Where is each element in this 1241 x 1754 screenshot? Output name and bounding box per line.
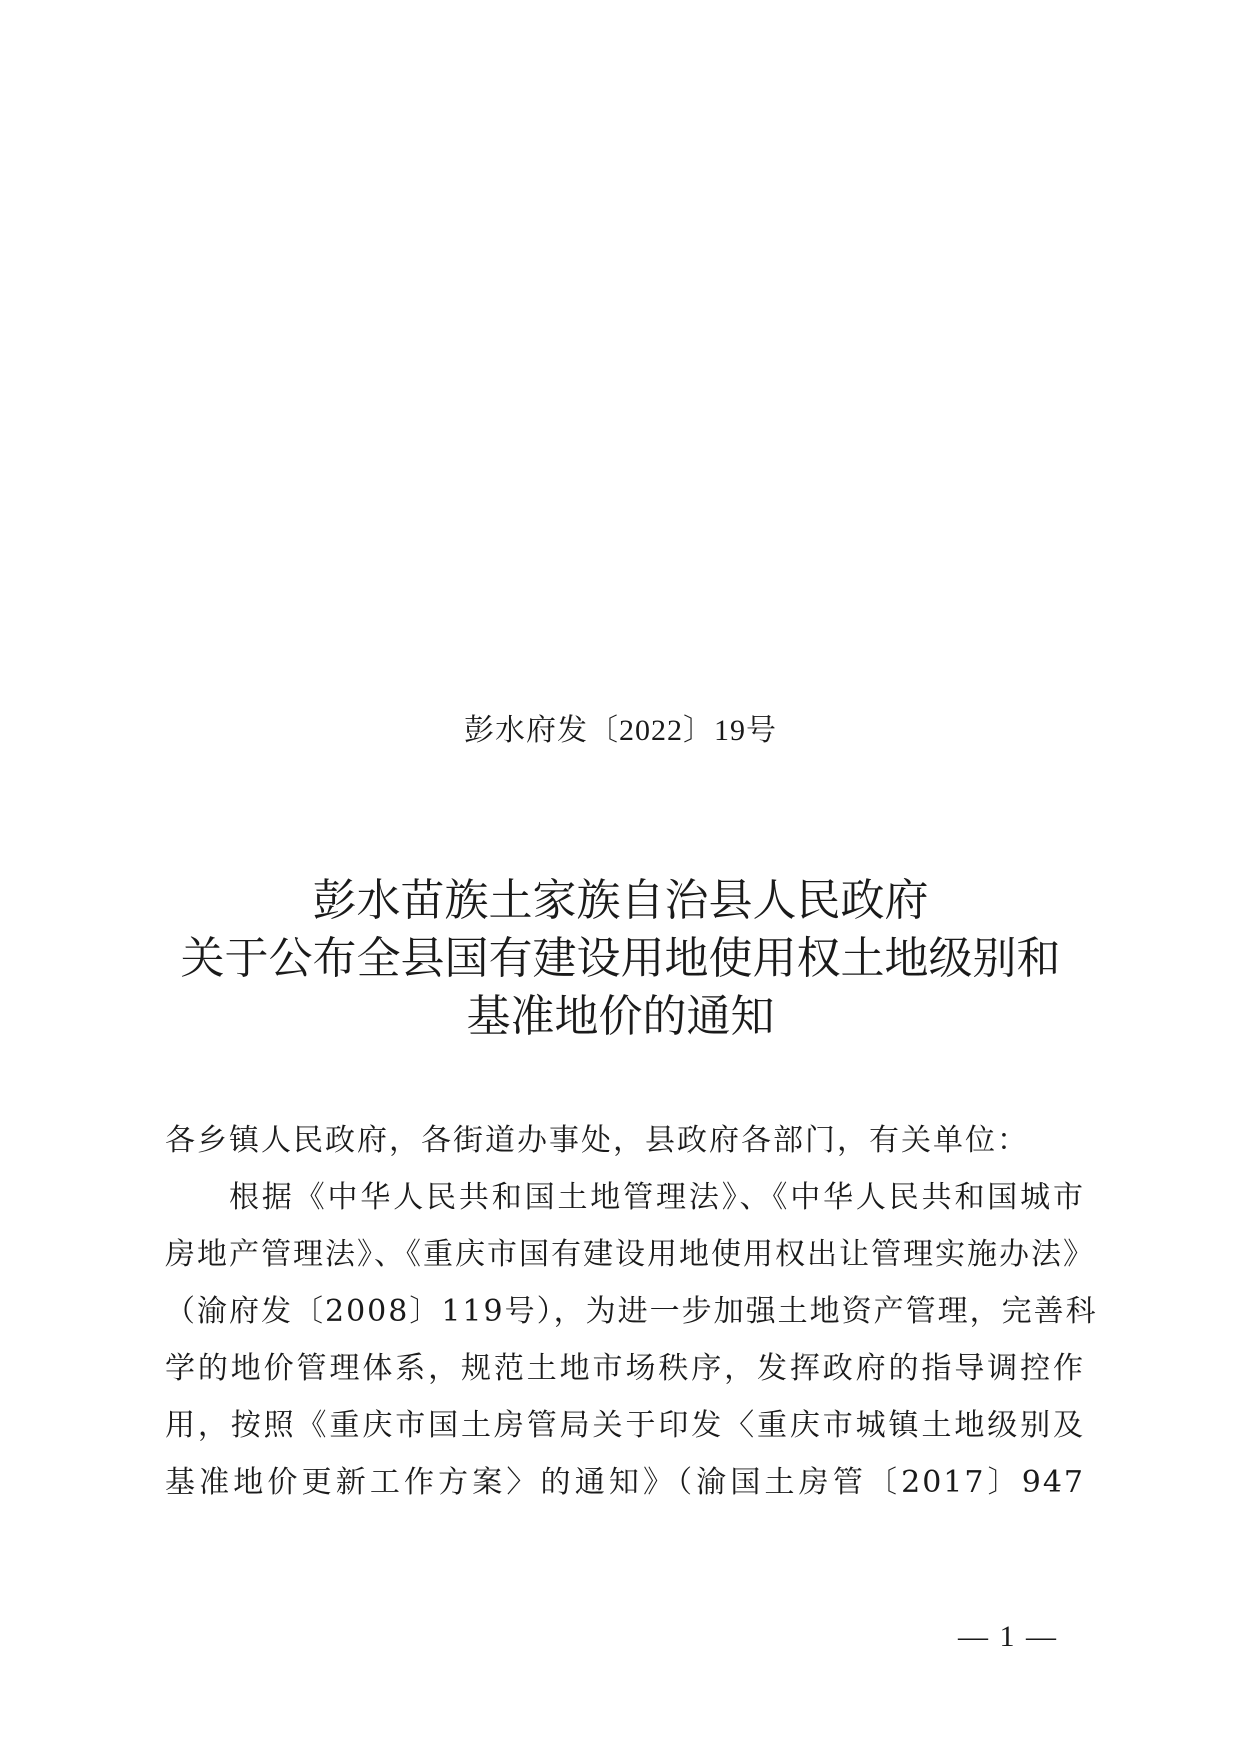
body-line-3: （渝府发〔2008〕119号），为进一步加强土地资产管理，完善科 [165,1294,1098,1329]
document-body [165,1112,1098,1511]
document-number: 彭水府发〔2022〕19号 [464,714,777,747]
body-line-1: 根据《中华人民共和国土地管理法》、《中华人民共和国城市 [229,1180,1085,1215]
addressee: 各乡镇人民政府，各街道办事处，县政府各部门，有关单位： [165,1123,1029,1158]
body-line-2: 房地产管理法》、《重庆市国有建设用地使用权出让管理实施办法》 [165,1237,1095,1272]
body-line-4: 学的地价管理体系，规范土地市场秩序，发挥政府的指导调控作 [165,1351,1085,1386]
title-line-1: 彭水苗族土家族自治县人民政府 [312,875,929,926]
document-title [0,872,1241,1046]
body-line-6: 基准地价更新工作方案〉的通知》（渝国土房管〔2017〕947 [165,1465,1085,1500]
page-number: — 1 — [958,1620,1058,1653]
body-line-5: 用，按照《重庆市国土房管局关于印发〈重庆市城镇土地级别及 [165,1408,1085,1443]
title-line-3: 基准地价的通知 [466,991,775,1042]
title-line-2: 关于公布全县国有建设用地使用权土地级别和 [180,933,1061,984]
